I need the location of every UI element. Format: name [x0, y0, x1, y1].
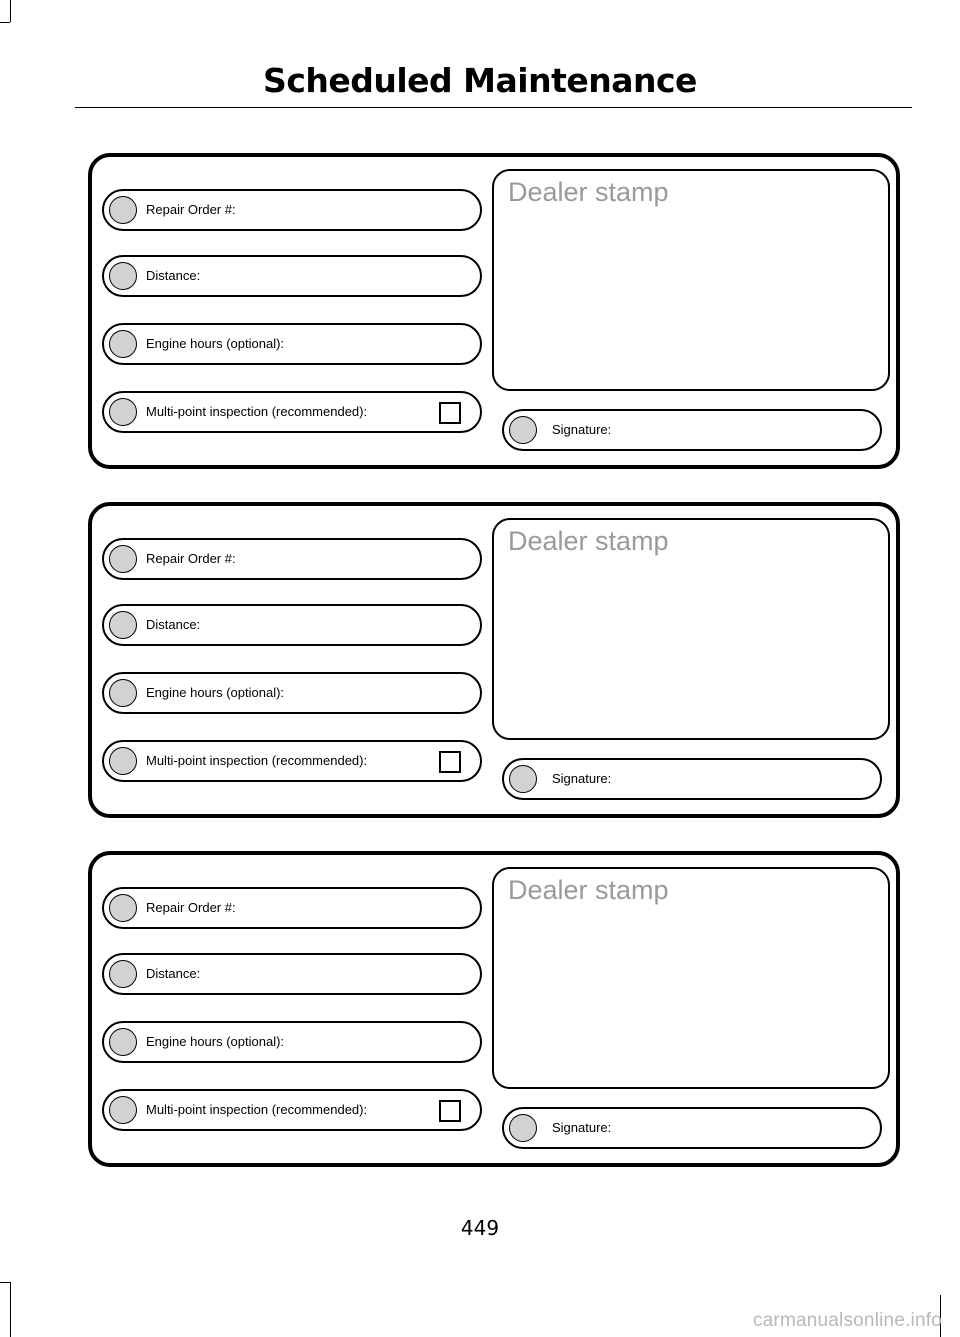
- signature-field[interactable]: [502, 1107, 882, 1149]
- page-number: 449: [460, 1216, 500, 1240]
- bullet-circle-icon: [109, 330, 137, 358]
- dealer-stamp-label: Dealer stamp: [508, 526, 669, 556]
- engine-hours-label: Engine hours (optional):: [146, 1034, 285, 1049]
- dealer-stamp-box: [492, 169, 890, 391]
- bullet-circle-icon: [109, 196, 137, 224]
- maintenance-record-card-3: [88, 851, 900, 1167]
- engine-hours-field[interactable]: [102, 672, 482, 714]
- page-title: Scheduled Maintenance: [263, 61, 697, 100]
- inspection-field: [102, 1089, 482, 1131]
- bullet-circle-icon: [509, 416, 537, 444]
- engine-hours-field[interactable]: [102, 323, 482, 365]
- distance-label: Distance:: [146, 966, 201, 981]
- dealer-stamp-label: Dealer stamp: [508, 177, 669, 207]
- inspection-checkbox[interactable]: [439, 1100, 461, 1122]
- engine-hours-label: Engine hours (optional):: [146, 336, 285, 351]
- bullet-circle-icon: [109, 1096, 137, 1124]
- inspection-checkbox[interactable]: [439, 751, 461, 773]
- distance-field[interactable]: [102, 604, 482, 646]
- repair-order-label: Repair Order #:: [146, 900, 236, 915]
- distance-label: Distance:: [146, 268, 201, 283]
- signature-label: Signature:: [552, 771, 612, 786]
- bullet-circle-icon: [509, 1114, 537, 1142]
- distance-label: Distance:: [146, 617, 201, 632]
- repair-order-field[interactable]: [102, 887, 482, 929]
- bullet-circle-icon: [109, 545, 137, 573]
- engine-hours-label: Engine hours (optional):: [146, 685, 285, 700]
- signature-label: Signature:: [552, 1120, 612, 1135]
- bullet-circle-icon: [109, 611, 137, 639]
- dealer-stamp-label: Dealer stamp: [508, 875, 669, 905]
- bullet-circle-icon: [109, 262, 137, 290]
- maintenance-record-card-2: [88, 502, 900, 818]
- inspection-field: [102, 740, 482, 782]
- crop-mark-top-left: [10, 0, 11, 22]
- inspection-checkbox[interactable]: [439, 402, 461, 424]
- dealer-stamp-box: [492, 518, 890, 740]
- signature-label: Signature:: [552, 422, 612, 437]
- dealer-stamp-box: [492, 867, 890, 1089]
- title-divider: [75, 107, 912, 108]
- inspection-field: [102, 391, 482, 433]
- bullet-circle-icon: [109, 679, 137, 707]
- repair-order-label: Repair Order #:: [146, 551, 236, 566]
- signature-field[interactable]: [502, 409, 882, 451]
- bullet-circle-icon: [109, 894, 137, 922]
- inspection-label: Multi-point inspection (recommended):: [146, 1102, 368, 1117]
- watermark: carmanualsonline.info: [752, 1310, 942, 1331]
- distance-field[interactable]: [102, 255, 482, 297]
- repair-order-field[interactable]: [102, 538, 482, 580]
- repair-order-label: Repair Order #:: [146, 202, 236, 217]
- bullet-circle-icon: [109, 747, 137, 775]
- distance-field[interactable]: [102, 953, 482, 995]
- crop-mark-bottom-left-h: [0, 1282, 10, 1283]
- bullet-circle-icon: [109, 1028, 137, 1056]
- repair-order-field[interactable]: [102, 189, 482, 231]
- bullet-circle-icon: [509, 765, 537, 793]
- bullet-circle-icon: [109, 960, 137, 988]
- signature-field[interactable]: [502, 758, 882, 800]
- engine-hours-field[interactable]: [102, 1021, 482, 1063]
- maintenance-record-card-1: [88, 153, 900, 469]
- bullet-circle-icon: [109, 398, 137, 426]
- crop-mark-top-left-h: [0, 22, 10, 23]
- crop-mark-bottom-left: [10, 1282, 11, 1337]
- inspection-label: Multi-point inspection (recommended):: [146, 753, 368, 768]
- inspection-label: Multi-point inspection (recommended):: [146, 404, 368, 419]
